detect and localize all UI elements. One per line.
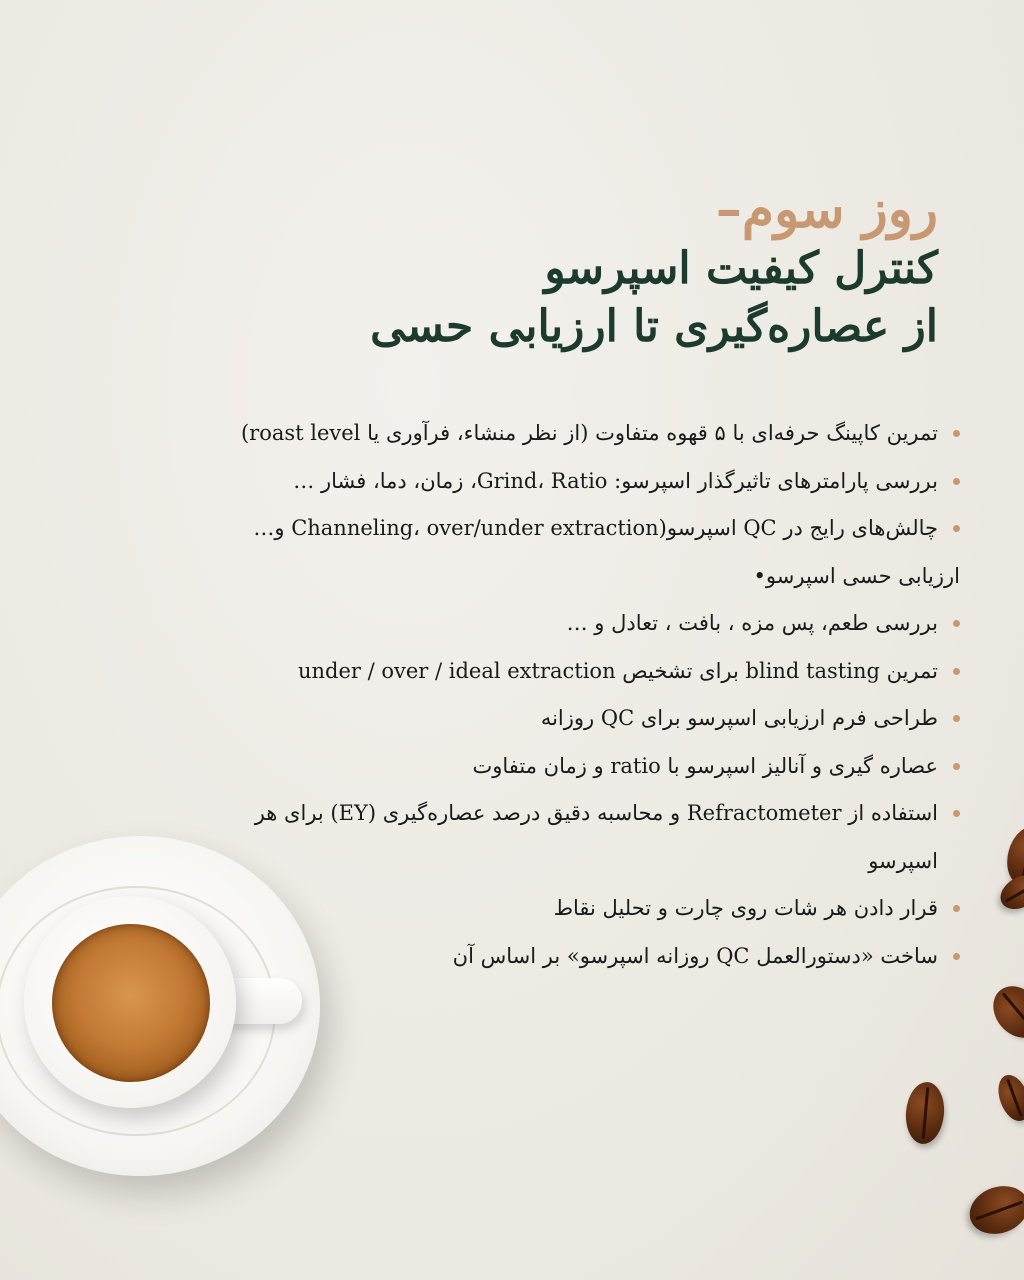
list-item-text: بررسی طعم، پس مزه ، بافت ، تعادل و … xyxy=(566,611,938,635)
day-title: روز سوم– xyxy=(715,179,938,240)
espresso-crema xyxy=(52,924,210,1082)
list-item xyxy=(60,410,960,458)
page-header xyxy=(318,180,938,356)
list-item xyxy=(60,743,960,791)
list-item-text: عصاره گیری و آنالیز اسپرسو با ratio و زمان متفاوت xyxy=(472,753,938,778)
coffee-bean-icon xyxy=(993,1071,1024,1126)
coffee-bean-icon xyxy=(903,1080,946,1145)
bullet-dot xyxy=(953,620,960,627)
list-item-text: طراحی فرم ارزیابی اسپرسو برای QC روزانه xyxy=(540,706,938,730)
list-item xyxy=(60,695,960,743)
title-line-1: کنترل کیفیت اسپرسو xyxy=(544,243,938,294)
bullet-dot xyxy=(953,430,960,437)
title-line-2: از عصاره‌گیری تا ارزیابی حسی xyxy=(370,301,938,352)
list-item-text: تمرین blind tasting برای تشخیص under / over / ideal extraction xyxy=(297,658,938,683)
coffee-bean-icon xyxy=(963,1178,1024,1242)
list-item xyxy=(60,458,960,506)
list-item-text: بررسی پارامترهای تاثیرگذار اسپرسو: Grind، Ratio، زمان، دما، فشار … xyxy=(293,468,938,493)
list-item-text: تمرین کاپینگ حرفه‌ای با ۵ قهوه متفاوت (از نظر منشاء، فرآوری یا roast level) xyxy=(240,421,938,445)
bullet-dot xyxy=(953,525,960,532)
list-item xyxy=(60,600,960,648)
list-item-text: ارزیابی حسی اسپرسو• xyxy=(753,563,960,588)
list-subheading xyxy=(60,553,960,601)
bullet-dot xyxy=(953,905,960,912)
bullet-dot xyxy=(953,478,960,485)
list-item-text: استفاده از Refractometer و محاسبه دقیق درصد عصاره‌گیری (EY) برای هر اسپرسو xyxy=(254,801,938,873)
bullet-dot xyxy=(953,715,960,722)
coffee-bean-icon xyxy=(983,976,1024,1047)
list-item-text: قرار دادن هر شات روی چارت و تحلیل نقاط xyxy=(553,896,938,920)
list-item-text: ساخت «دستورالعمل QC روزانه اسپرسو» بر اساس آن xyxy=(452,943,938,968)
bullet-dot xyxy=(953,953,960,960)
list-item xyxy=(60,505,960,553)
list-item-text: چالش‌های رایج در QC اسپرسو(Channeling، over/under extraction و… xyxy=(253,516,938,540)
list-item xyxy=(238,790,960,885)
list-item xyxy=(60,648,960,696)
bullet-dot xyxy=(953,810,960,817)
bullet-dot xyxy=(953,763,960,770)
bullet-dot xyxy=(953,668,960,675)
